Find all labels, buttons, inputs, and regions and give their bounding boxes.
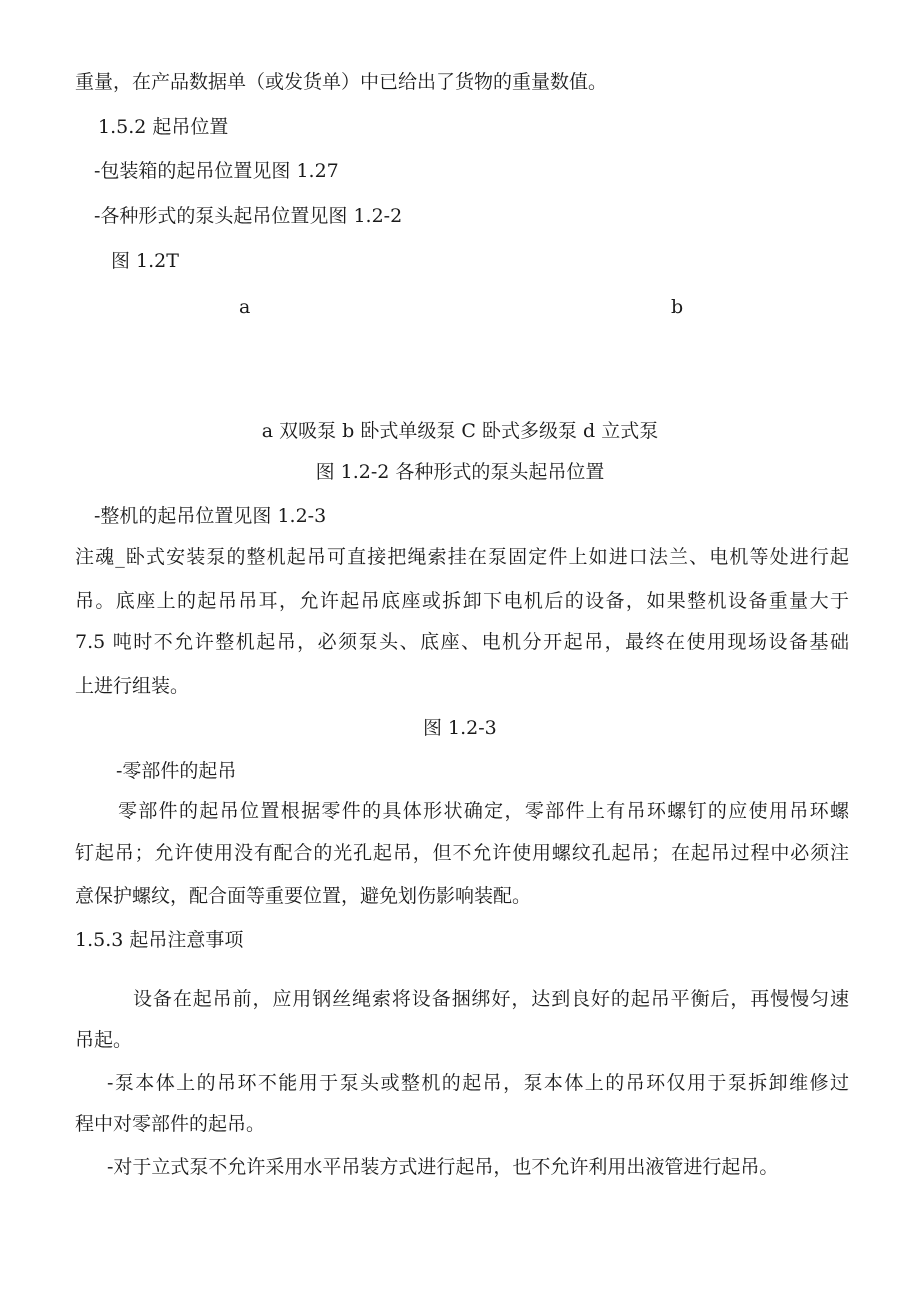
note-line-4: 上进行组装。 [75, 675, 190, 697]
parts-paragraph-line-1: 零部件的起吊位置根据零件的具体形状确定，零部件上有吊环螺钉的应使用吊环螺 [118, 800, 849, 822]
figure-label-a: a [239, 296, 251, 318]
intro-line: 重量，在产品数据单（或发货单）中已给出了货物的重量数值。 [75, 71, 608, 93]
figure-123-caption: 图 1.2-3 [423, 717, 497, 739]
figure-label-b: b [671, 296, 684, 318]
precaution-p2-line-2: 程中对零部件的起吊。 [75, 1113, 266, 1135]
note-line-2: 吊。底座上的起吊吊耳，允许起吊底座或拆卸下电机后的设备，如果整机设备重量大于 [75, 590, 849, 612]
parts-paragraph-line-3: 意保护螺纹，配合面等重要位置，避免划伤影响装配。 [75, 885, 532, 907]
parts-paragraph-line-2: 钉起吊；允许使用没有配合的光孔起吊，但不允许使用螺纹孔起吊；在起吊过程中必须注 [75, 842, 849, 864]
list-item-pump-head-lifting: -各种形式的泵头起吊位置见图 1.2-2 [94, 205, 403, 227]
list-item-whole-unit-lifting: -整机的起吊位置见图 1.2-3 [94, 505, 327, 527]
figure-caption: 图 1.2-2 各种形式的泵头起吊位置 [315, 461, 605, 483]
list-item-parts-lifting: -零部件的起吊 [116, 760, 237, 782]
precaution-p1-line-2: 吊起。 [75, 1029, 133, 1051]
note-line-1: 注魂_卧式安装泵的整机起吊可直接把绳索挂在泵固定件上如进口法兰、电机等处进行起 [75, 546, 849, 568]
precaution-p1-line-1: 设备在起吊前，应用钢丝绳索将设备捆绑好，达到良好的起吊平衡后，再慢慢匀速 [133, 988, 849, 1010]
precaution-p3: -对于立式泵不允许采用水平吊装方式进行起吊，也不允许利用出液管进行起吊。 [107, 1156, 779, 1178]
list-item-box-lifting: -包装箱的起吊位置见图 1.27 [94, 160, 339, 182]
figure-legend: a 双吸泵 b 卧式单级泵 C 卧式多级泵 d 立式泵 [261, 420, 659, 442]
note-line-3: 7.5 吨时不允许整机起吊，必须泵头、底座、电机分开起吊，最终在使用现场设备基础 [75, 631, 849, 653]
figure-reference: 图 1.2T [111, 250, 179, 272]
precaution-p2-line-1: -泵本体上的吊环不能用于泵头或整机的起吊，泵本体上的吊环仅用于泵拆卸维修过 [107, 1072, 849, 1094]
section-heading-153: 1.5.3 起吊注意事项 [75, 929, 244, 951]
section-heading-152: 1.5.2 起吊位置 [98, 116, 229, 138]
